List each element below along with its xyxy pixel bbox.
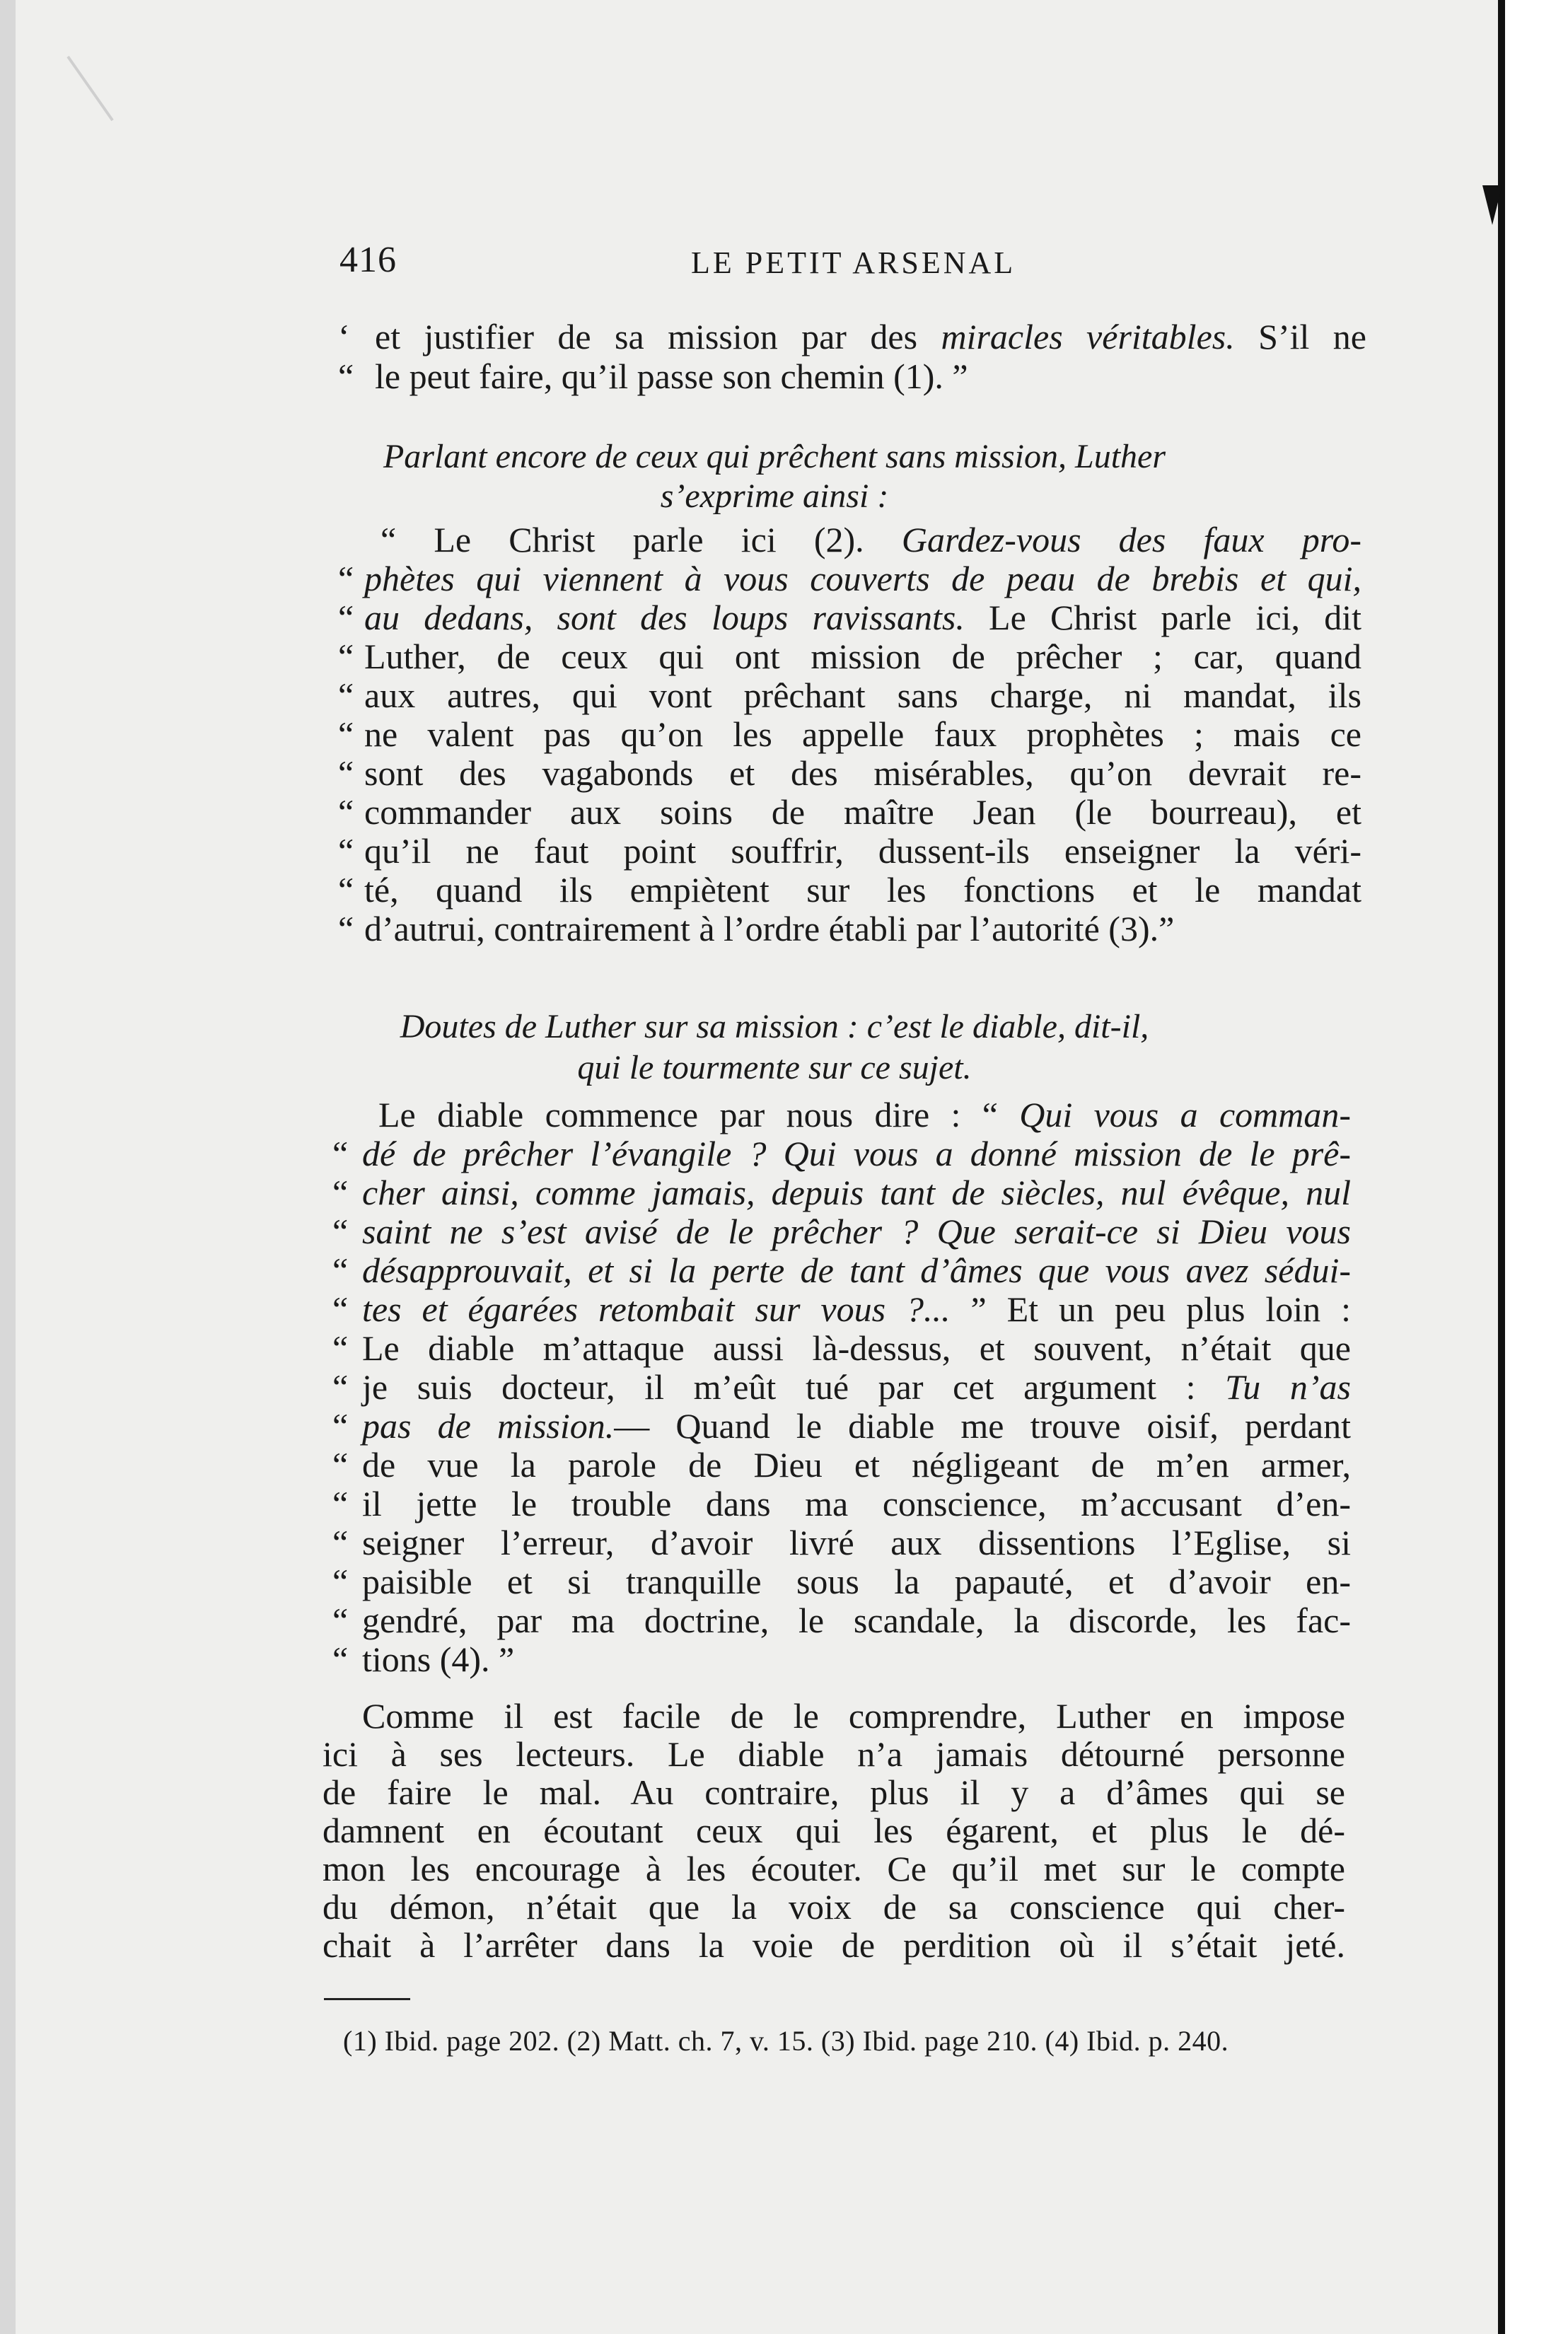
quote2-line xyxy=(332,1406,1351,1446)
roman-text: ne valent pas qu’on les appelle faux prophètes ; mais ce xyxy=(364,714,1361,754)
section-heading-1-line-2: s’exprime ainsi : xyxy=(660,477,889,515)
quote1-line xyxy=(338,792,1361,832)
line-text xyxy=(362,1639,514,1679)
line-text xyxy=(362,1406,1351,1446)
line-text xyxy=(362,1367,1351,1407)
quote-mark: “ xyxy=(338,356,354,396)
line-text xyxy=(364,675,1361,715)
quote1-line xyxy=(338,870,1361,910)
running-title: LE PETIT ARSENAL xyxy=(691,245,1016,280)
footnotes: (1) Ibid. page 202. (2) Matt. ch. 7, v. 15. (3) Ibid. page 210. (4) Ibid. p. 240. xyxy=(343,2025,1229,2057)
roman-text: je suis docteur, il m’eût tué par cet argument : xyxy=(362,1367,1226,1407)
line-text xyxy=(362,1696,1345,1736)
roman-text: tions (4). ” xyxy=(362,1639,515,1679)
line-text xyxy=(362,1445,1351,1485)
roman-text: Luther, de ceux qui ont mission de prêcher ; car, quand xyxy=(364,637,1361,676)
line-text xyxy=(364,753,1361,793)
roman-text: Comme il est facile de le comprendre, Luther en impose xyxy=(362,1696,1345,1736)
roman-text: ” Et un peu plus loin : xyxy=(950,1289,1351,1329)
quote2-line xyxy=(332,1328,1351,1368)
paragraph-line xyxy=(323,1772,1345,1812)
roman-text: ici à ses lecteurs. Le diable n’a jamais détourné personne xyxy=(323,1734,1345,1774)
roman-text: commander aux soins de maître Jean (le bourreau), et xyxy=(364,792,1361,832)
line-text xyxy=(362,1289,1351,1329)
italic-text: désapprouvait, et si la perte de tant d’âmes que vous avez sédui- xyxy=(362,1250,1351,1290)
quote-mark: “ xyxy=(338,714,354,754)
quote2-line xyxy=(332,1289,1351,1329)
roman-text: paisible et si tranquille sous la papauté, et d’avoir en- xyxy=(362,1562,1351,1601)
line-text xyxy=(362,1523,1351,1562)
quote-mark: “ xyxy=(338,675,354,715)
line-text xyxy=(362,1601,1351,1640)
line-text xyxy=(362,1134,1351,1173)
line-text xyxy=(362,1562,1351,1601)
quote2-line xyxy=(332,1173,1351,1212)
page-edge-rule xyxy=(1498,0,1505,2334)
paragraph-line xyxy=(323,1887,1345,1927)
quote-mark: ‘ xyxy=(338,317,350,356)
roman-text: le peut faire, qu’il passe son chemin (1). ” xyxy=(375,356,968,396)
italic-text: tes et égarées retombait sur vous ?... xyxy=(362,1289,951,1329)
roman-text: damnent en écoutant ceux qui les égarent, et plus le dé- xyxy=(323,1811,1345,1850)
italic-text: Qui vous a comman- xyxy=(1019,1095,1352,1134)
section-heading-2-line-1: Doutes de Luther sur sa mission : c’est le diable, dit-il, xyxy=(400,1008,1149,1045)
quote2-line xyxy=(332,1484,1351,1523)
roman-text: S’il ne xyxy=(1234,317,1366,356)
line-text xyxy=(323,1925,1345,1965)
section-heading-2-line-2: qui le tourmente sur ce sujet. xyxy=(577,1049,972,1086)
line-text xyxy=(364,831,1361,871)
paragraph-line xyxy=(323,1811,1345,1850)
line-text xyxy=(378,1095,1351,1134)
roman-text: qu’il ne faut point souffrir, dussent-ils enseigner la véri- xyxy=(364,831,1361,871)
line-text xyxy=(364,909,1174,948)
quote-mark: “ xyxy=(332,1562,349,1601)
paragraph-line xyxy=(323,1925,1345,1965)
roman-text: seigner l’erreur, d’avoir livré aux dissentions l’Eglise, si xyxy=(362,1523,1351,1562)
quote-mark: “ xyxy=(332,1523,349,1562)
line-text xyxy=(323,1811,1345,1850)
quote2-line xyxy=(378,1095,1351,1134)
quote-mark: “ xyxy=(332,1367,349,1407)
roman-text: “ Le Christ parle ici (2). xyxy=(381,520,902,559)
line-text xyxy=(362,1328,1351,1368)
line-text xyxy=(362,1250,1351,1290)
roman-text: Le diable m’attaque aussi là-dessus, et souvent, n’était que xyxy=(362,1328,1351,1368)
roman-text: mon les encourage à les écouter. Ce qu’il met sur le compte xyxy=(323,1849,1345,1888)
line-text xyxy=(323,1772,1345,1812)
roman-text: et justifier de sa mission par des xyxy=(375,317,941,356)
quote2-line xyxy=(332,1601,1351,1640)
quote1-line xyxy=(338,831,1361,871)
quote2-line xyxy=(332,1562,1351,1601)
italic-text: dé de prêcher l’évangile ? Qui vous a donné mission de le prê- xyxy=(362,1134,1351,1173)
roman-text: d’autrui, contrairement à l’ordre établi par l’autorité (3).” xyxy=(364,909,1175,948)
quote-mark: “ xyxy=(332,1445,349,1485)
roman-text: — Quand le diable me trouve oisif, perdant xyxy=(614,1406,1351,1446)
line-text xyxy=(375,356,968,396)
scan-right-margin xyxy=(1505,0,1568,2334)
quote-mark: “ xyxy=(332,1484,349,1523)
quote-mark: “ xyxy=(332,1289,349,1329)
roman-text: aux autres, qui vont prêchant sans charge, ni mandat, ils xyxy=(364,675,1361,715)
quote1-line xyxy=(338,559,1361,598)
italic-text: Tu n’as xyxy=(1225,1367,1351,1407)
quote2-line xyxy=(332,1445,1351,1485)
line-text xyxy=(364,870,1361,910)
quote-mark: “ xyxy=(332,1173,349,1212)
italic-text: miracles véritables. xyxy=(941,317,1235,356)
roman-text: chait à l’arrêter dans la voie de perdition où il s’était jeté. xyxy=(323,1925,1345,1965)
quote-mark: “ xyxy=(338,598,354,637)
quote-mark: “ xyxy=(332,1250,349,1290)
page-number: 416 xyxy=(339,240,397,280)
line-text xyxy=(364,637,1361,676)
quote1-line xyxy=(338,909,1175,948)
scan-left-band xyxy=(0,0,16,2334)
italic-text: phètes qui viennent à vous couverts de peau de brebis et qui, xyxy=(364,559,1361,598)
italic-text: Gardez-vous des faux pro- xyxy=(901,520,1361,559)
line-text xyxy=(323,1734,1345,1774)
paragraph-line xyxy=(362,1696,1345,1736)
quote-mark: “ xyxy=(332,1639,349,1679)
roman-text: de vue la parole de Dieu et négligeant de m’en armer, xyxy=(362,1445,1351,1485)
line-text xyxy=(362,1484,1351,1523)
roman-text: du démon, n’était que la voix de sa conscience qui cher- xyxy=(323,1887,1345,1927)
line-text xyxy=(381,520,1361,559)
line-text xyxy=(323,1887,1345,1927)
quote-mark: “ xyxy=(338,909,354,948)
italic-text: saint ne s’est avisé de le prêcher ? Que serait-ce si Dieu vous xyxy=(362,1212,1351,1251)
section-heading-1-line-1: Parlant encore de ceux qui prêchent sans mission, Luther xyxy=(383,438,1166,475)
italic-text: cher ainsi, comme jamais, depuis tant de siècles, nul évêque, nul xyxy=(362,1173,1351,1212)
quote-mark: “ xyxy=(332,1406,349,1446)
italic-text: pas de mission. xyxy=(362,1406,615,1446)
quote2-line xyxy=(332,1212,1351,1251)
quote2-line xyxy=(332,1523,1351,1562)
roman-text: té, quand ils empiètent sur les fonctions et le mandat xyxy=(364,870,1361,910)
line-text xyxy=(364,598,1361,637)
line-text xyxy=(362,1212,1351,1251)
quote1-line xyxy=(338,637,1361,676)
footnote-rule xyxy=(324,1998,410,2000)
paragraph-line xyxy=(323,1849,1345,1888)
paragraph-line xyxy=(323,1734,1345,1774)
page-edge-mark xyxy=(1482,185,1502,225)
page-header xyxy=(339,239,1415,281)
quote-mark: “ xyxy=(338,792,354,832)
quote1-line xyxy=(338,714,1361,754)
quote-mark: “ xyxy=(338,637,354,676)
line-text xyxy=(375,317,1366,356)
quote-mark: “ xyxy=(338,559,354,598)
quote-mark: “ xyxy=(332,1134,349,1173)
italic-text: au dedans, sont des loups ravissants. xyxy=(364,598,965,637)
quote2-line xyxy=(332,1639,515,1679)
roman-text: gendré, par ma doctrine, le scandale, la discorde, les fac- xyxy=(362,1601,1351,1640)
line-text xyxy=(364,559,1361,598)
quote1-line xyxy=(338,675,1361,715)
roman-text: Le Christ parle ici, dit xyxy=(964,598,1361,637)
line-text xyxy=(364,792,1361,832)
quote1-line xyxy=(381,520,1361,559)
roman-text: il jette le trouble dans ma conscience, m’accusant d’en- xyxy=(362,1484,1351,1523)
quote-mark: “ xyxy=(332,1328,349,1368)
line-text xyxy=(323,1849,1345,1888)
quote1-line xyxy=(338,753,1361,793)
line-text xyxy=(364,714,1361,754)
roman-text: sont des vagabonds et des misérables, qu’on devrait re- xyxy=(364,753,1361,793)
line-text xyxy=(362,1173,1351,1212)
quote-mark: “ xyxy=(332,1212,349,1251)
quote2-line xyxy=(332,1250,1351,1290)
quote-mark: “ xyxy=(332,1601,349,1640)
quote2-line xyxy=(332,1367,1351,1407)
quote-mark: “ xyxy=(338,753,354,793)
roman-text: de faire le mal. Au contraire, plus il y a d’âmes qui se xyxy=(323,1772,1345,1812)
quote1-line xyxy=(338,598,1361,637)
quote2-line xyxy=(332,1134,1351,1173)
quote-mark: “ xyxy=(338,870,354,910)
roman-text: Le diable commence par nous dire : “ xyxy=(378,1095,1020,1134)
quote-mark: “ xyxy=(338,831,354,871)
